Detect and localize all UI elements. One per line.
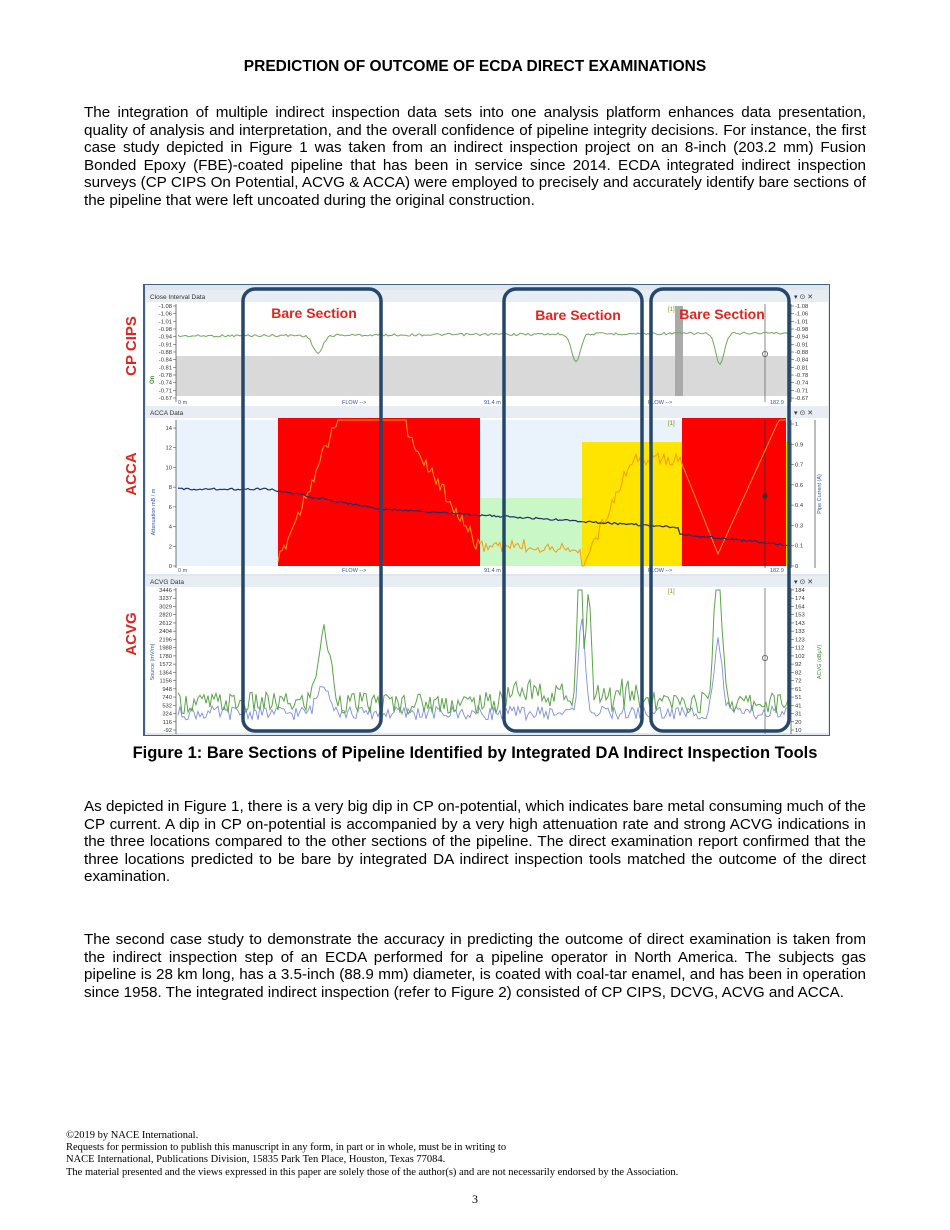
acvg-left-tick-label: 1156 <box>159 678 172 685</box>
acca-left-tick-label: 8 <box>168 485 172 492</box>
acvg-right-tick-label: 20 <box>795 719 802 726</box>
acvg-left-tick-label: 1572 <box>159 662 172 669</box>
acvg-left-tick-label: 532 <box>162 703 172 710</box>
acca-window-controls[interactable]: ▾ ⊙ ✕ <box>794 410 814 417</box>
bare-section-3-label: Bare Section <box>679 306 765 322</box>
acvg-right-tick-label: 72 <box>795 678 802 685</box>
cips-right-tick-label: -0.78 <box>795 373 809 379</box>
acca-left-tick-label: 0 <box>168 564 172 570</box>
x-tick-label: 0 m <box>178 568 188 574</box>
cips-right-tick-label: -0.88 <box>795 350 809 356</box>
cips-right-tick-label: -0.84 <box>795 357 809 364</box>
cips-left-tick-label: -0.67 <box>158 396 172 402</box>
x-tick-label: 0 m <box>178 400 188 406</box>
footer-line: ©2019 by NACE International. <box>66 1130 199 1141</box>
acca-right-tick-label: 0.1 <box>795 543 804 550</box>
cips-right-tick-label: -1.08 <box>795 304 809 310</box>
acvg-right-tick-label: 10 <box>795 728 802 734</box>
cips-left-tick-label: -0.71 <box>158 388 172 395</box>
acca-side-label: ACCA <box>123 452 140 496</box>
acca-left-tick-label: 6 <box>168 504 172 511</box>
acvg-left-tick-label: 2820 <box>159 612 172 619</box>
cips-right-tick-label: -0.91 <box>795 342 809 349</box>
acca-right-tick-label: 1 <box>795 422 799 428</box>
footer-line: Requests for permission to publish this manuscript in any form, in part or in whole, must be in writing to <box>66 1142 507 1154</box>
acvg-right-tick-label: 174 <box>795 596 805 603</box>
acvg-right-tick-label: 92 <box>795 662 802 669</box>
cips-window-controls[interactable]: ▾ ⊙ ✕ <box>794 294 814 301</box>
acvg-panel <box>146 576 828 734</box>
acca-right-tick-label: 0.4 <box>795 503 804 510</box>
acvg-left-axis-label: Source (mV/m) <box>150 643 156 681</box>
acvg-left-tick-label: 1364 <box>159 670 172 677</box>
acvg-left-tick-label: 3446 <box>159 588 172 594</box>
acvg-window-controls[interactable]: ▾ ⊙ ✕ <box>794 579 814 586</box>
cips-left-tick-label: -1.06 <box>158 311 172 318</box>
analysis-paragraph: As depicted in Figure 1, there is a very big dip in CP on-potential, which indicates bare metal consuming much of the CP current. A dip in CP on-potential is accompanied by a very high attenuation rate and strong ACVG indications in the three locations compared to the other sections of the pipeline. The direct examination report confirmed that the three locations predicted to be bare by integrated DA indirect inspection tools matched the outcome of the direct examination. <box>84 798 866 886</box>
cips-left-tick-label: -0.98 <box>158 327 172 333</box>
acvg-left-tick-label: 948 <box>162 686 172 693</box>
cips-right-tick-label: -0.74 <box>795 380 809 387</box>
cips-right-tick-label: -0.71 <box>795 388 809 395</box>
acca-right-tick-label: 0.3 <box>795 523 804 530</box>
acca-panel-header: ACCA Data <box>150 410 184 417</box>
svg-text:[1]: [1] <box>668 421 675 427</box>
cips-right-tick-label: -1.01 <box>795 319 809 326</box>
cips-right-tick-label: -0.67 <box>795 396 809 402</box>
cips-right-tick-label: -0.98 <box>795 327 809 333</box>
acvg-left-tick-label: 3029 <box>159 604 172 611</box>
acca-right-tick-label: 0.6 <box>795 482 804 489</box>
acvg-right-tick-label: 31 <box>795 711 802 718</box>
x-tick-label: 182.9 <box>770 400 784 406</box>
acca-green-zone <box>480 498 582 566</box>
cips-left-tick-label: -0.81 <box>158 365 172 372</box>
second-case-paragraph: The second case study to demonstrate the accuracy in predicting the outcome of direct examination is taken from the indirect inspection step of an ECDA performed for a pipeline operator in North America. The subjects gas pipeline is 28 km long, has a 3.5-inch (88.9 mm) diameter, is coated with coal-tar enamel, and has been in operation since 1958. The integrated indirect inspection (refer to Figure 2) consisted of CP CIPS, DCVG, ACVG and ACCA. <box>84 931 866 1001</box>
cips-left-tick-label: -0.84 <box>158 357 172 364</box>
cips-left-tick-label: -1.08 <box>158 304 172 310</box>
acca-left-tick-label: 12 <box>165 445 172 452</box>
acvg-right-tick-label: 164 <box>795 604 805 611</box>
acca-left-tick-label: 2 <box>168 544 172 551</box>
cips-left-tick-label: -1.01 <box>158 319 172 326</box>
cips-left-tick-label: -0.88 <box>158 350 172 356</box>
cips-left-tick-label: -0.91 <box>158 342 172 349</box>
page-number: 3 <box>472 1192 478 1206</box>
acvg-right-tick-label: 133 <box>795 629 805 636</box>
acvg-right-tick-label: 143 <box>795 620 805 627</box>
acvg-left-tick-label: -92 <box>163 728 172 734</box>
cips-right-tick-label: -0.81 <box>795 365 809 372</box>
x-tick-label: 91.4 m <box>484 400 501 406</box>
copyright-footer <box>66 1130 678 1179</box>
acvg-right-tick-label: 112 <box>795 645 805 652</box>
acvg-left-tick-label: 2612 <box>159 620 172 627</box>
cips-panel-header: Close Interval Data <box>150 294 206 301</box>
bare-section-1-label: Bare Section <box>271 305 357 321</box>
acvg-right-tick-label: 184 <box>795 588 805 594</box>
acvg-right-tick-label: 123 <box>795 637 805 644</box>
acvg-right-tick-label: 61 <box>795 686 802 693</box>
acvg-right-tick-label: 51 <box>795 695 802 702</box>
acvg-right-axis-label: ACVG (dBµV) <box>817 644 823 680</box>
acvg-left-tick-label: 3237 <box>159 596 172 603</box>
acvg-right-tick-label: 153 <box>795 612 805 619</box>
acca-right-tick-label: 0.7 <box>795 462 804 469</box>
x-tick-label: 182.9 <box>770 568 784 574</box>
cips-side-label: CP CIPS <box>123 316 140 376</box>
acvg-side-label: ACVG <box>123 612 140 656</box>
cips-right-tick-label: -1.06 <box>795 311 809 318</box>
acca-right-tick-label: 0 <box>795 564 799 570</box>
acvg-right-tick-label: 41 <box>795 703 802 710</box>
cips-axis-label: On <box>150 375 156 384</box>
acvg-left-tick-label: 2196 <box>159 637 172 644</box>
page-title: PREDICTION OF OUTCOME OF ECDA DIRECT EXAMINATIONS <box>243 58 707 75</box>
cips-left-tick-label: -0.78 <box>158 373 172 379</box>
cips-left-tick-label: -0.94 <box>158 334 172 341</box>
acca-right-tick-label: 0.9 <box>795 442 804 449</box>
x-tick-label: 91.4 m <box>484 568 501 574</box>
acca-panel <box>146 406 828 574</box>
acca-left-tick-label: 10 <box>165 465 172 472</box>
x-tick-label: FLOW --> <box>648 400 673 406</box>
intro-paragraph: The integration of multiple indirect inspection data sets into one analysis platform enhances data presentation, quality of analysis and interpretation, and the overall confidence of pipeline integrity decisions. For instance, the first case study depicted in Figure 1 was taken from an indirect inspection project on an 8-inch (203.2 mm) Fusion Bonded Epoxy (FBE)-coated pipeline that has been in service since 2014. ECDA integrated indirect inspection surveys (CP CIPS On Potential, ACVG & ACCA) were employed to precisely and accurately identify bare sections of the pipeline that were left uncoated during the original construction. <box>84 104 866 209</box>
x-tick-label: FLOW --> <box>648 568 673 574</box>
acvg-left-tick-label: 324 <box>162 711 172 718</box>
figure-1-chart <box>118 284 830 736</box>
svg-text:[1]: [1] <box>668 307 675 313</box>
acca-right-axis-label: Pipe Current (A) <box>817 474 823 514</box>
svg-text:[1]: [1] <box>668 589 675 595</box>
cips-right-tick-label: -0.94 <box>795 334 809 341</box>
x-tick-label: FLOW --> <box>342 568 367 574</box>
acca-left-axis-label: Attenuation mB / m <box>151 488 157 536</box>
acca-left-tick-label: 14 <box>165 426 172 432</box>
acvg-left-tick-label: 740 <box>162 695 172 702</box>
bare-section-2-label: Bare Section <box>535 307 621 323</box>
cips-left-tick-label: -0.74 <box>158 380 172 387</box>
acca-left-tick-label: 4 <box>168 524 172 531</box>
acvg-right-tick-label: 102 <box>795 653 805 660</box>
acvg-left-tick-label: 1780 <box>159 653 172 660</box>
x-tick-label: FLOW --> <box>342 400 367 406</box>
acvg-right-tick-label: 82 <box>795 670 802 677</box>
acvg-panel-header: ACVG Data <box>150 579 184 586</box>
figure-caption: Figure 1: Bare Sections of Pipeline Identified by Integrated DA Indirect Inspection Tools <box>132 744 818 762</box>
acvg-left-tick-label: 116 <box>162 719 172 726</box>
footer-line: The material presented and the views expressed in this paper are solely those of the author(s) and are not necessarily endorsed by the Association. <box>66 1166 679 1178</box>
acvg-left-tick-label: 1988 <box>159 645 172 652</box>
footer-line: NACE International, Publications Division, 15835 Park Ten Place, Houston, Texas 77084. <box>66 1154 446 1166</box>
acvg-left-tick-label: 2404 <box>159 629 172 636</box>
